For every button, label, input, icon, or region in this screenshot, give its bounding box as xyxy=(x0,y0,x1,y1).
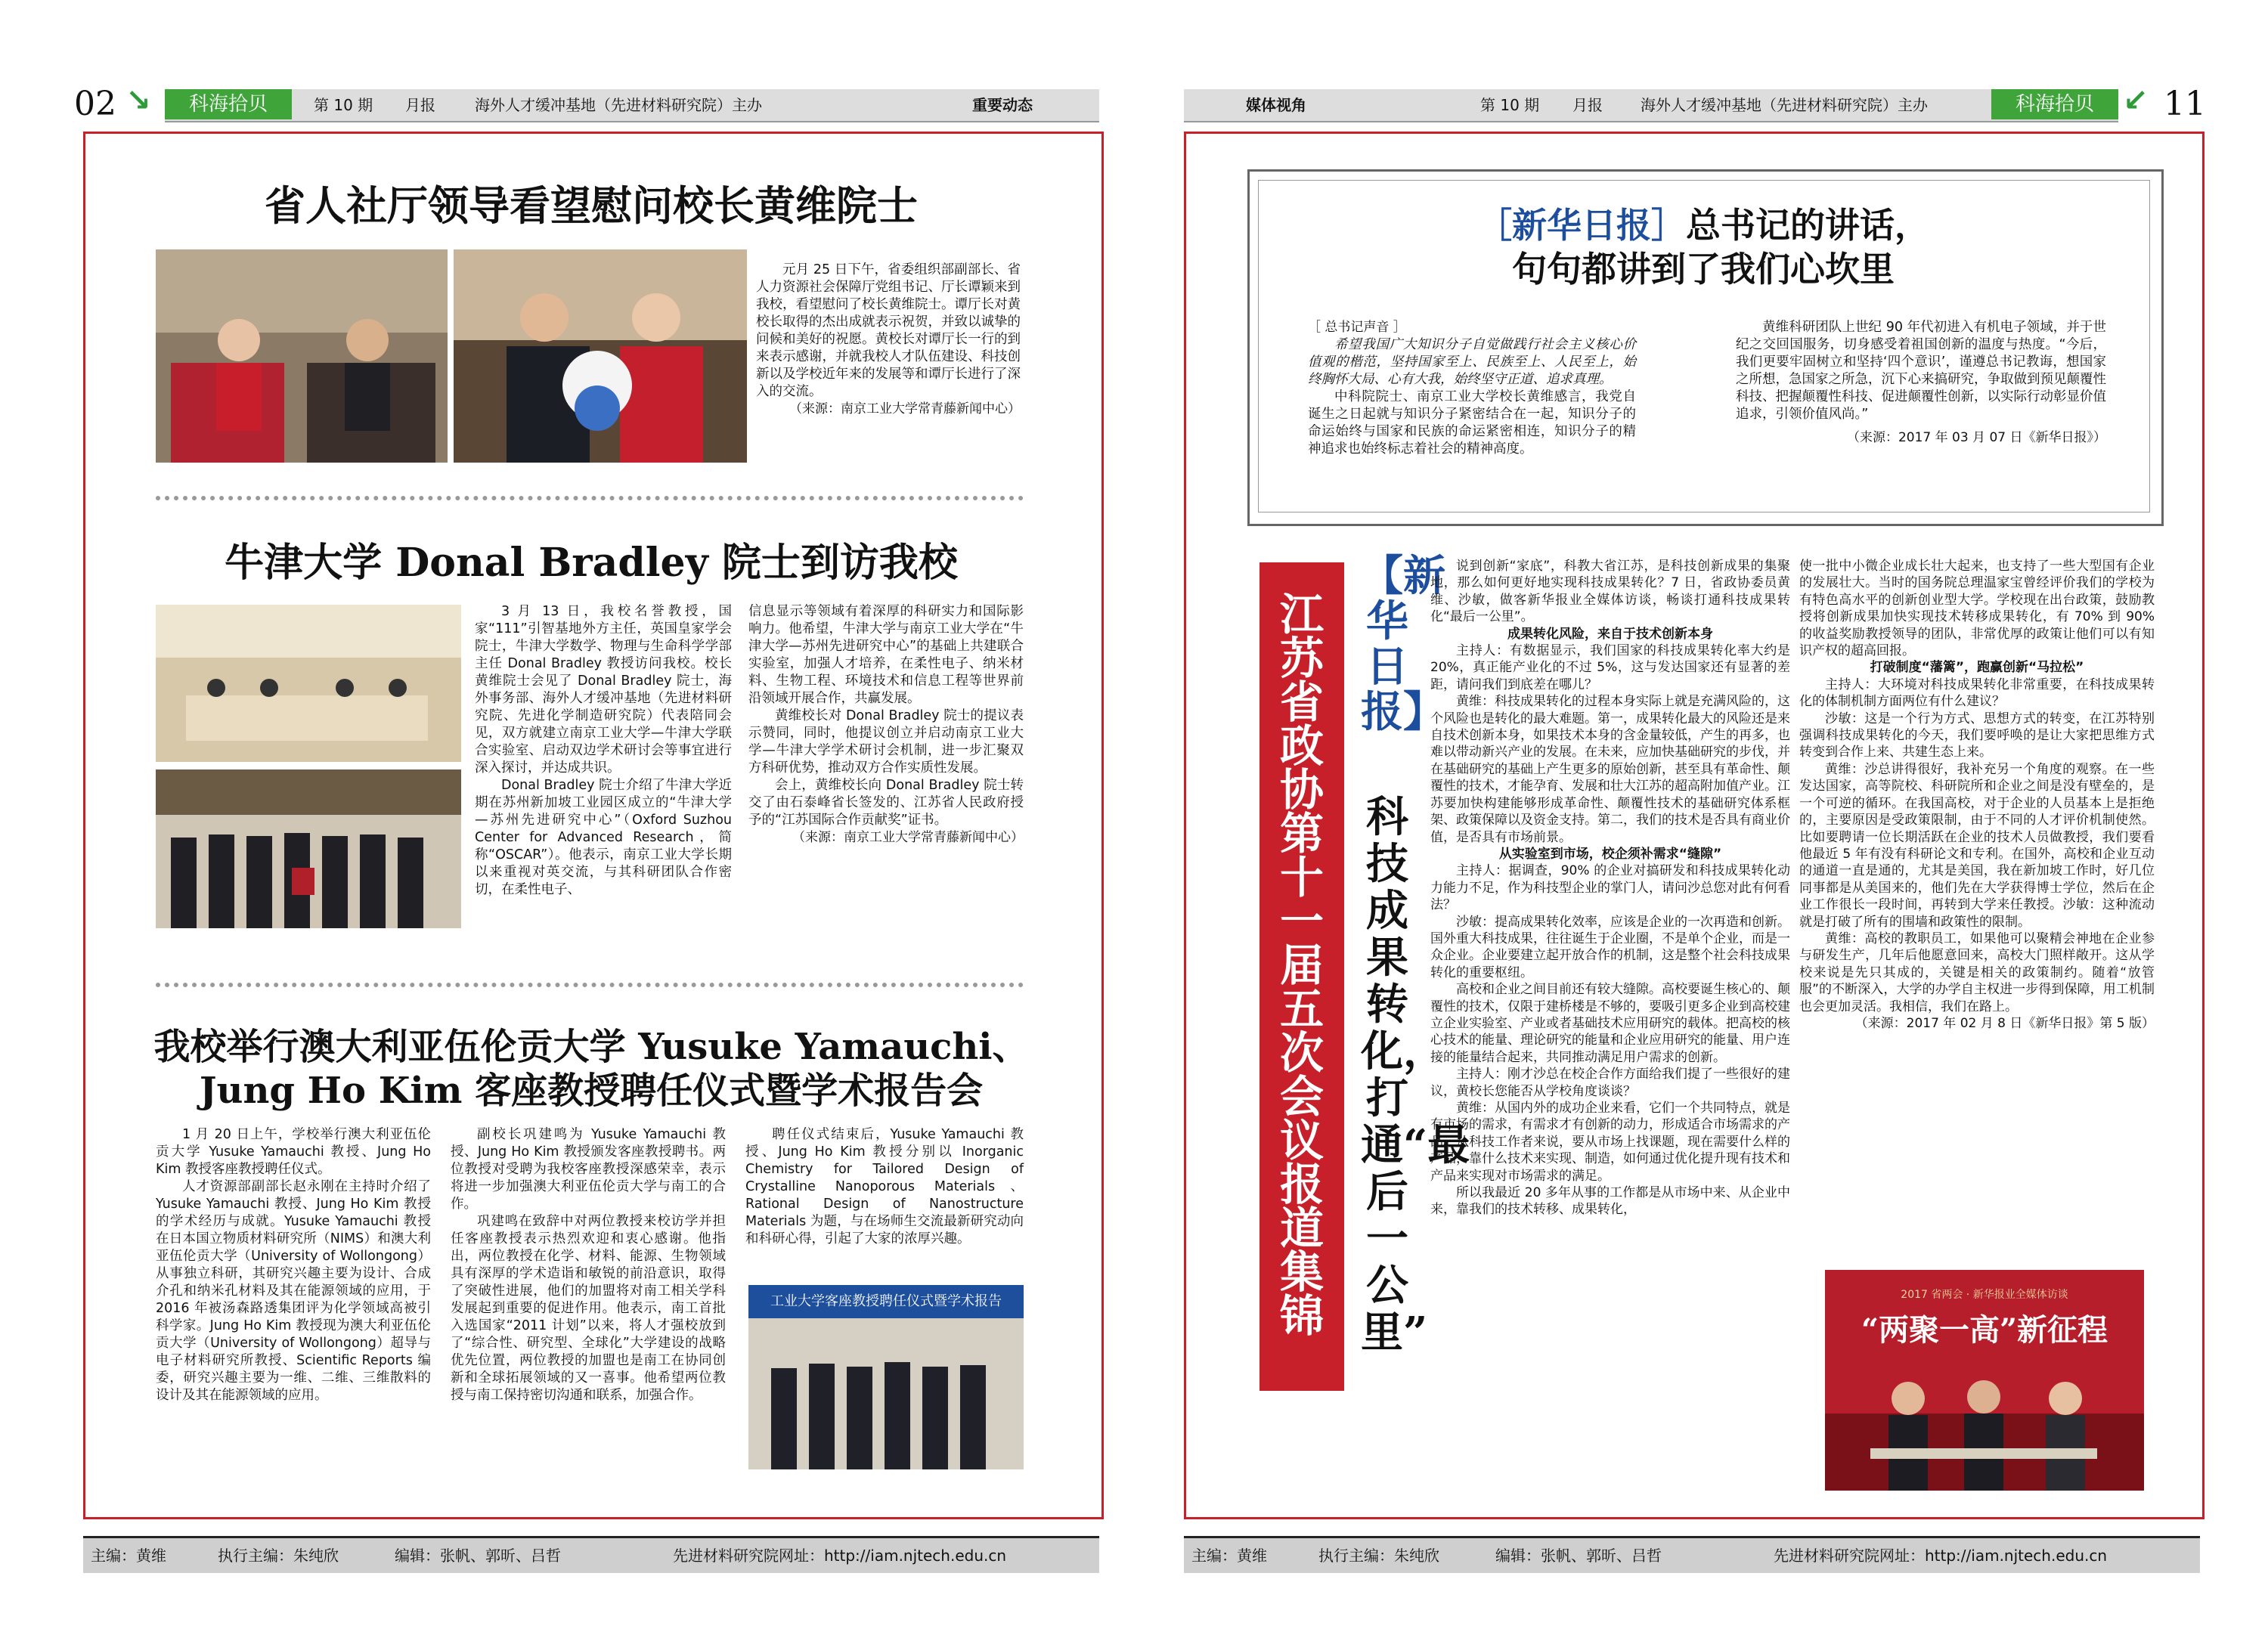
article2-paragraph: Donal Bradley 院士介绍了牛津大学近期在苏州新加坡工业园区成立的“牛津大学—苏州先进研究中心”（Oxford Suzhou Center for Advanced Research，简称“OSCAR”）。他表示，南京工业大学长期以来重视对英交流，与其科研团队合作密切，在柔性电子、 xyxy=(475,778,732,897)
article2-title: 牛津大学 Donal Bradley 院士到访我校 xyxy=(225,540,958,586)
org-right: 海外人才缓冲基地（先进材料研究院）主办 xyxy=(1641,96,1928,114)
arrow-down-left-icon: ↙ xyxy=(2123,83,2149,118)
box-paragraph: 黄维科研团队上世纪 90 年代初进入有机电子领域，并于世纪之交回国服务，切身感受着祖国创新的温度与热度。“今后，我们更要牢固树立和坚持‘四个意识’，谨遵总书记教诲，想国家之所想，急国家之所急，沉下心来搞研究，争取做到预见颠覆性科技、把握颠覆性科技、促进颠覆性创新，以实际行动彰显价值追求，引领价值风尚。” xyxy=(1736,320,2106,422)
article1-source: （来源：南京工业大学常青藤新闻中心） xyxy=(789,401,1021,416)
footer-website: 先进材料研究院网址：http://iam.njtech.edu.cn xyxy=(1774,1547,2108,1565)
article1-body xyxy=(756,262,1021,418)
article3-title-line2: Jung Ho Kim 客座教授聘任仪式暨学术报告会 xyxy=(199,1070,984,1112)
footer-website: 先进材料研究院网址：http://iam.njtech.edu.cn xyxy=(673,1547,1007,1565)
box-title-rest: 总书记的讲话， xyxy=(1686,205,1929,246)
org-left: 海外人才缓冲基地（先进材料研究院）主办 xyxy=(475,96,762,114)
footer-chief-editor: 主编：黄维 xyxy=(1191,1547,1267,1565)
special-paragraph: 高校和企业之间目前还有较大缝隙。高校要诞生核心的、颠覆性的技术，仅限于建桥楼是不够的，要吸引更多企业到高校建立企业实验室、产业或者基础技术应用研究的载体。把高校的核心技术的能量、理论研究的能量和企业应用研究的能量、用户连接的能量结合起来，共同推动满足用户需求的创新。 xyxy=(1430,982,1790,1065)
type-right: 月报 xyxy=(1572,96,1603,114)
ribbon-text: 江苏省政协第十一届五次会议报道集锦 xyxy=(1279,589,1324,1342)
type-left: 月报 xyxy=(405,96,435,114)
box-label: ［ 总书记声音 ］ xyxy=(1308,320,1406,335)
special-paragraph: 所以我最近 20 多年从事的工作都是从市场中来、从企业中来，靠我们的技术转移、成果转化， xyxy=(1430,1185,1790,1218)
divider-dotted-1 xyxy=(156,496,1024,500)
photo-meeting-room xyxy=(156,605,461,762)
article2-col1 xyxy=(475,603,732,899)
brand-logo-left: 科海拾贝 xyxy=(165,89,292,119)
special-paragraph: 主持人：大环境对科技成果转化非常重要，在科技成果转化的体制机制方面两位有什么建议？ xyxy=(1799,677,2155,710)
article3-paragraph: 巩建鸣在致辞中对两位教授来校访学并担任客座教授表示热烈欢迎和衷心感谢。他指出，两位教授在化学、材料、能源、生物领域具有深厚的学术造诣和敏锐的前沿意识，取得了突破性进展，他们的加盟将对南工相关学科发展起到重要的促进作用。他表示，南工首批入选国家“2011 计划”以来，将人才强校放到了“综合性、研究型、全球化”大学建设的战略优先位置，两位教授的加盟也是南工在协同创新和全球拓展领域的又一喜事。他希望两位教授与南工保持密切沟通和联系，加强合作。 xyxy=(451,1214,726,1403)
special-col1 xyxy=(1430,558,1790,1218)
photo-flower-presentation xyxy=(454,249,747,463)
article2-paragraph: 信息显示等领域有着深厚的科研实力和国际影响力。他希望，牛津大学与南京工业大学在“牛津大学—苏州先进研究中心”的基础上共建联合实验室，加强人才培养，在柔性电子、纳米材料、生物工程、环境技术和信息工程等世界前沿领域开展合作，共赢发展。 xyxy=(748,604,1024,706)
footer-editors: 编辑：张帆、郭昕、吕哲 xyxy=(1495,1547,1662,1565)
photo-interview xyxy=(1825,1270,2144,1491)
special-paragraph: 黄维：高校的教职员工，如果他可以聚精会神地在企业参与研发生产，几年后他愿意回来，高校大门照样敞开。这从学校来说是先只其成的，关键是相关的政策制约。随着“放管服”的不断深入，大学的办学自主权进一步得到保障，用工机制也会更加灵活。我相信，我们在路上。 xyxy=(1799,930,2155,1014)
special-paragraph: 主持人：据调查，90% 的企业对搞研发和科技成果转化动力能力不足，作为科技型企业的掌门人，请问沙总您对此有何看法？ xyxy=(1430,863,1790,913)
special-subhead: 打破制度“藩篱”，跑赢创新“马拉松” xyxy=(1870,660,2084,676)
box-col2 xyxy=(1736,319,2106,447)
article3-col1 xyxy=(156,1126,431,1404)
photo-small-caption: 2017 省两会 · 新华报业全媒体访谈 xyxy=(1901,1289,2068,1301)
article2-paragraph: 黄维校长对 Donal Bradley 院士的提议表示赞同，同时，他提议创立并启动南京工业大学—牛津大学学术研讨会机制，进一步汇聚双方科研优势，推动双方合作实质性发展。 xyxy=(748,708,1024,776)
photo-title: “两聚一高”新征程 xyxy=(1861,1312,2108,1348)
article2-source: （来源：南京工业大学常青藤新闻中心） xyxy=(792,830,1024,845)
article1-title: 省人社厅领导看望慰问校长黄维院士 xyxy=(265,181,918,230)
article3-title-line1: 我校举行澳大利亚伍伦贡大学 Yusuke Yamauchi、 xyxy=(153,1026,1029,1068)
box-col1 xyxy=(1308,319,1636,458)
article3-col3 xyxy=(745,1126,1024,1248)
article3-paragraph: 人才资源部副部长赵永刚在主持时介绍了 Yusuke Yamauchi 教授、Jung Ho Kim 教授的学术经历与成就。Yusuke Yamauchi 教授在日本国立物质材料研究所（NIMS）和澳大利亚伍伦贡大学（University of Wollongong）从事独立科研，其研究兴趣主要为设计、合成介孔和纳米孔材料及其在能源领域的应用，于 2016 年被汤森路透集团评为化学领域高被引科学家。Jung Ho Kim 教授现为澳大利亚伍伦贡大学（University of Wollongong）超导与电子材料研究所教授、Scientific Reports 编委，研究兴趣主要为一维、二维、三维散料的设计及其在能源领域的应用。 xyxy=(156,1179,431,1403)
red-ribbon xyxy=(1259,562,1344,1391)
article3-paragraph: 1 月 20 日上午，学校举行澳大利亚伍伦贡大学 Yusuke Yamauchi 教授、Jung Ho Kim 教授客座教授聘任仪式。 xyxy=(156,1127,431,1177)
box-title-line1 xyxy=(1247,198,2159,248)
article1-paragraph: 元月 25 日下午，省委组织部副部长、省人力资源社会保障厅党组书记、厅长谭颖来到我校，看望慰问了校长黄维院士。谭厅长对黄校长取得的杰出成就表示祝贺，并致以诚挚的问候和美好的祝愿。黄校长对谭厅长一行的到来表示感谢，并就我校人才队伍建设、科技创新以及学校近年来的发展等和谭厅长进行了深入的交流。 xyxy=(756,262,1021,399)
photo-ceremony-group xyxy=(748,1285,1024,1469)
article3-paragraph: 副校长巩建鸣为 Yusuke Yamauchi 教授、Jung Ho Kim 教授颁发客座教授聘书。两位教授对受聘为我校客座教授深感荣幸，表示将进一步加强澳大利亚伍伦贡大学与南工的合作。 xyxy=(451,1127,726,1212)
special-paragraph: 主持人：刚才沙总在校企合作方面给我们提了一些很好的建议，黄校长您能否从学校角度谈谈？ xyxy=(1430,1067,1790,1099)
special-subhead: 成果转化风险，来自于技术创新本身 xyxy=(1507,626,1713,642)
ceremony-banner: 工业大学客座教授聘任仪式暨学术报告 xyxy=(748,1285,1024,1318)
special-paragraph: 沙敏：这是一个行为方式、思想方式的转变，在江苏特别强调科技成果转化的今天，我们要呼唤的是让大家把思维方式转变到合作上来、共建生态上来。 xyxy=(1799,711,2155,760)
special-paragraph: 说到创新“家底”，科教大省江苏，是科技创新成果的集聚地，那么如何更好地实现科技成果转化？7 日，省政协委员黄维、沙敏，做客新华报业全媒体访谈，畅谈打通科技成果转化“最后一公里”。 xyxy=(1430,559,1790,625)
divider-dotted-2 xyxy=(156,983,1024,987)
special-paragraph: 主持人：有数据显示，我们国家的科技成果转化率大约是 20%，真正能产业化的不过 5%，这与发达国家还有显著的差距，请问我们到底差在哪儿？ xyxy=(1430,643,1790,692)
footer-left xyxy=(83,1536,1099,1573)
special-col2 xyxy=(1799,558,2155,1033)
headline-tag: 【新华日报】 xyxy=(1361,551,1445,737)
special-subhead: 从实验室到市场，校企须补需求“缝隙” xyxy=(1498,846,1722,862)
headline-main: 科技成果转化，打通“最后一公里” xyxy=(1361,792,1470,1358)
box-source: （来源：2017 年 03 月 07 日《新华日报》） xyxy=(1846,430,2106,445)
arrow-down-right-icon: ↘ xyxy=(125,83,151,118)
brand-logo-right: 科海拾贝 xyxy=(1991,89,2118,119)
article2-col2 xyxy=(748,603,1024,847)
special-paragraph: 沙敏：提高成果转化效率，应该是企业的一次再造和创新。国外重大科技成果，往往诞生于企业圈，不是单个企业，而是一众企业。企业要建立起开放合作的机制，这是整个社会科技成果转化的重要枢纽。 xyxy=(1430,914,1790,980)
special-paragraph: 黄维：从国内外的成功企业来看，它们一个共同特点，就是有市场的需求，有需求才有创新的动力，形成适合市场需求的产品。从科技工作者来说，要从市场上找课题，现在需要什么样的产品，靠什么技术来实现、制造，如何通过优化提升现有技术和产品来实现对市场需求的满足。 xyxy=(1430,1101,1790,1184)
box-paragraph: 中科院院士、南京工业大学校长黄维感言，我党自诞生之日起就与知识分子紧密结合在一起，知识分子的命运始终与国家和民族的命运紧密相连，知识分子的精神追求也始终标志着社会的精神高度。 xyxy=(1308,389,1636,457)
article3-paragraph: 聘任仪式结束后，Yusuke Yamauchi 教授、Jung Ho Kim 教授分别以 Inorganic Chemistry for Tailored Design of Crystalline Nanoporous Materials、Rational Design of Nanostructure Materials 为题，与在场师生交流最新研究动向和科研心得，引起了大家的浓厚兴趣。 xyxy=(745,1127,1024,1246)
footer-chief-editor: 主编：黄维 xyxy=(91,1547,166,1565)
article2-paragraph: 会上，黄维校长向 Donal Bradley 院士转交了由石泰峰省长签发的、江苏省人民政府授予的“江苏国际合作贡献奖”证书。 xyxy=(748,778,1024,828)
page-number-right: 11 xyxy=(2164,85,2206,123)
article2-paragraph: 3 月 13 日，我校名誉教授，国家“111”引智基地外方主任，英国皇家学会院士，牛津大学数学、物理与生命科学学部主任 Donal Bradley 教授访问我校。校长黄维院士会见了 Donal Bradley 院士，海外事务部、海外人才缓冲基地（先进材料研究院、先进化学制造研究院）代表陪同会见，双方就建立南京工业大学—牛津大学联合实验室、启动双边学术研讨会等事宜进行深入探讨，并达成共识。 xyxy=(475,604,732,776)
page-number-left: 02 xyxy=(74,85,116,123)
issue-left: 第 10 期 xyxy=(314,96,373,114)
article3-col2 xyxy=(451,1126,726,1404)
special-paragraph: 黄维：科技成果转化的过程本身实际上就是充满风险的，这个风险也是转化的最大难题。第一，成果转化最大的风险还是来自技术创新本身，如果技术本身的含金量较低，产生的再多，也难以带动新兴产业的发展。在未来，应加快基础研究的步伐，并在基础研究的基础上产生更多的原始创新，甚至具有革命性、颠覆性的技术，才能孕育、发展和壮大江苏的超高附加值产业。江苏要加快构建能够形成革命性、颠覆性技术的基础研究体系框架、政策保障以及资金支持。第二，我们的技术是否具有商业价值，是否具有市场前景。 xyxy=(1430,694,1790,845)
footer-exec-editor: 执行主编：朱纯欣 xyxy=(1318,1547,1439,1565)
box-title-tag: ［新华日报］ xyxy=(1477,205,1686,246)
photo-group-certificate xyxy=(156,769,461,928)
issue-right: 第 10 期 xyxy=(1480,96,1540,114)
special-source: （来源：2017 年 02 月 8 日《新华日报》第 5 版） xyxy=(1854,1015,2155,1031)
special-paragraph: 使一批中小微企业成长壮大起来，也支持了一些大型国有企业的发展壮大。当时的国务院总理温家宝曾经评价我们的学校为有特色高水平的创新创业型大学。学校现在出台政策，鼓励教授将创新成果加快实现技术转移成果转化，有 70% 到 90% 的收益奖励教授领导的团队，非常优厚的政策让他们可以有知识产权的超高回报。 xyxy=(1799,559,2155,659)
section-left: 重要动态 xyxy=(972,96,1033,114)
footer-editors: 编辑：张帆、郭昕、吕哲 xyxy=(395,1547,561,1565)
box-quote: 希望我国广大知识分子自觉做践行社会主义核心价值观的楷范，坚持国家至上、民族至上、人民至上，始终胸怀大局、心有大我，始终坚守正道、追求真理。 xyxy=(1308,337,1636,387)
footer-right xyxy=(1184,1536,2200,1573)
photo-meeting-sofa xyxy=(156,249,448,463)
section-right: 媒体视角 xyxy=(1246,96,1306,114)
special-paragraph: 黄维：沙总讲得很好，我补充另一个角度的观察。在一些发达国家，高等院校、科研院所和企业之间是没有壁垒的，是一个可逆的循环。在我国高校，对于企业的人员基本上是拒绝的，主要原因是受政策限制，由于不同的人才评价机制使然。比如要聘请一位长期活跃在企业的技术人员做教授，我们要看他最近 5 年有没有科研论文和专利。在国外，高校和企业互动的通道一直是通的，尤其是美国，我在新加坡工作时，好几位同事都是从美国来的，他们先在大学获得博士学位，然后在企业工作很长一段时间，再转到大学来任教授。沙敏：这种流动就是打破了所有的围墙和政策性的限制。 xyxy=(1799,761,2155,930)
footer-exec-editor: 执行主编：朱纯欣 xyxy=(218,1547,339,1565)
box-title-line2: 句句都讲到了我们心坎里 xyxy=(1512,249,1895,290)
